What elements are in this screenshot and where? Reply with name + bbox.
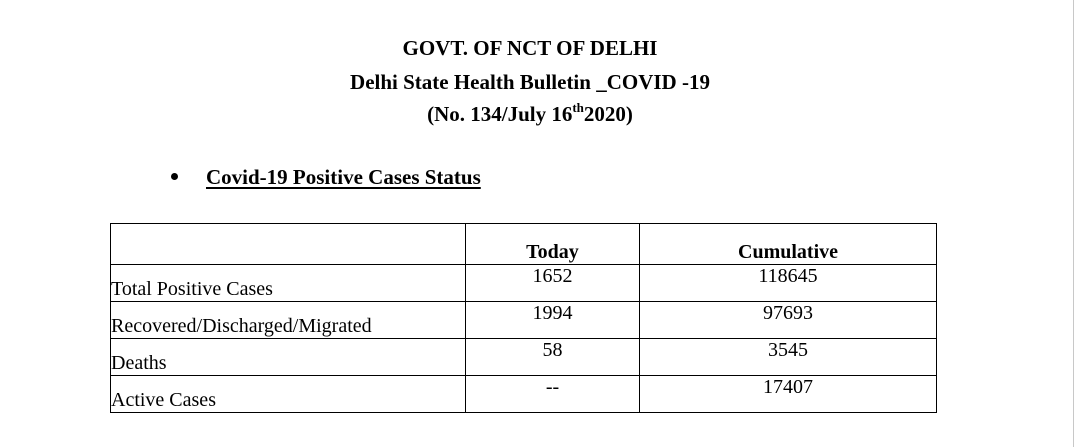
header-govt-title: GOVT. OF NCT OF DELHI: [402, 36, 658, 60]
cumulative-value: 97693: [640, 302, 937, 339]
today-value: 1652: [466, 265, 640, 302]
bulletin-number-prefix: (No. 134/July 16: [427, 102, 573, 126]
table-row: [111, 302, 937, 339]
cumulative-value: 3545: [640, 339, 937, 376]
bulletin-date-suffix: th: [572, 100, 584, 115]
header-bulletin-title: Delhi State Health Bulletin _COVID -19: [350, 70, 710, 94]
table-row: [111, 265, 937, 302]
table-row: [111, 339, 937, 376]
today-value: --: [466, 376, 640, 413]
section-heading: [171, 164, 481, 190]
section-title: Covid-19 Positive Cases Status: [206, 165, 481, 189]
today-value: 58: [466, 339, 640, 376]
row-label: Total Positive Cases: [111, 265, 466, 302]
column-header-cumulative: Cumulative: [640, 224, 937, 265]
row-label: Recovered/Discharged/Migrated: [111, 302, 466, 339]
row-label: Active Cases: [111, 376, 466, 413]
page-edge-divider: [1073, 0, 1074, 447]
row-label: Deaths: [111, 339, 466, 376]
column-header-today: Today: [466, 224, 640, 265]
table-row: [111, 376, 937, 413]
table-header-row: [111, 224, 937, 265]
bulletin-year: 2020): [583, 102, 633, 126]
cumulative-value: 17407: [640, 376, 937, 413]
cumulative-value: 118645: [640, 265, 937, 302]
header-bulletin-number: [0, 101, 1060, 130]
today-value: 1994: [466, 302, 640, 339]
column-header-label: [111, 224, 466, 265]
cases-status-table: [110, 223, 937, 413]
bullet-icon: [171, 173, 178, 180]
